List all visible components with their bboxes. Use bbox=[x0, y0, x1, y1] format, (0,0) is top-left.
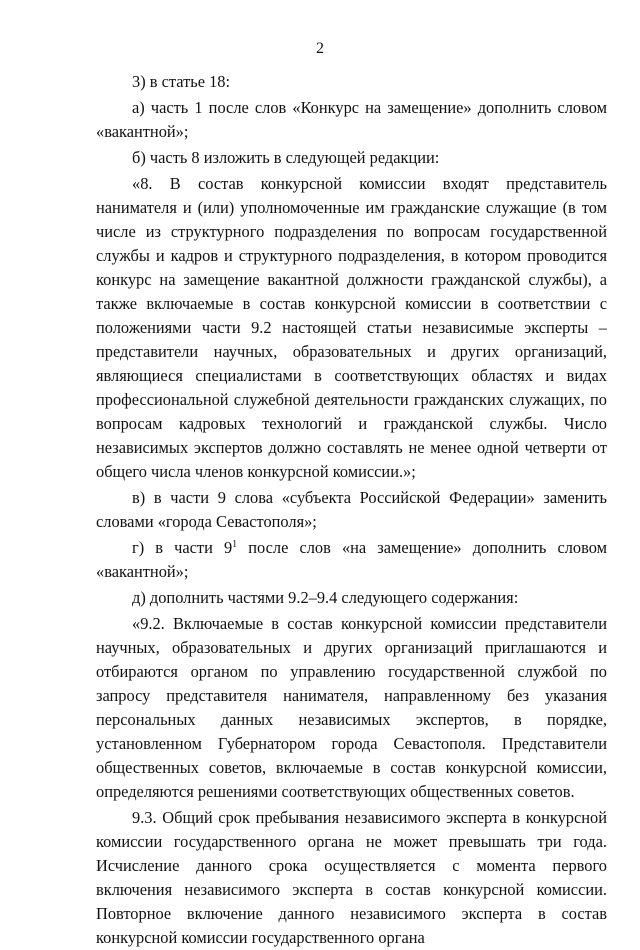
paragraph-part-8: «8. В состав конкурсной комиссии входят представитель нанимателя и (или) уполномоченные им гражданские служащие (в том числе из структурного подразделения по вопросам государственной службы и кадров и структурного подразделения, в котором проводится конкурс на замещение вакантной должности гражданской службы), а также включаемые в состав конкурсной комиссии в соответствии с положениями части 9.2 настоящей статьи независимые эксперты – представители научных, образовательных и других организаций, являющиеся специалистами в соответствующих областях и видах профессиональной служебной деятельности гражданских служащих, по вопросам кадровых технологий и гражданской службы. Число независимых экспертов должно составлять не менее одной четверти от общего числа членов конкурсной комиссии.»; bbox=[96, 174, 607, 481]
document-body bbox=[96, 70, 607, 950]
paragraph-item-a: а) часть 1 после слов «Конкурс на замещение» дополнить словом «вакантной»; bbox=[96, 98, 607, 141]
paragraph-item-g-end: после слов «на замещение» дополнить словом «вакантной»; bbox=[96, 538, 607, 581]
paragraph-item-g bbox=[96, 536, 607, 584]
paragraph-item-d: д) дополнить частями 9.2–9.4 следующего содержания: bbox=[132, 588, 519, 607]
paragraph-item-g-start: г) в части 9 bbox=[132, 538, 233, 557]
paragraph-part-9-2: «9.2. Включаемые в состав конкурсной комиссии представители научных, образовательных и других организаций приглашаются и отбираются органом по управлению государственной службой по запросу представителя нанимателя, направленному без указания персональных данных независимых экспертов, в порядке, установленном Губернатором города Севастополя. Представители общественных советов, включаемые в состав конкурсной комиссии, определяются решениями соответствующих общественных советов. bbox=[96, 614, 607, 801]
paragraph-item-3: 3) в статье 18: bbox=[132, 72, 231, 91]
paragraph-item-b: б) часть 8 изложить в следующей редакции: bbox=[132, 148, 440, 167]
paragraph-part-9-3: 9.3. Общий срок пребывания независимого эксперта в конкурсной комиссии государственного органа не может превышать три года. Исчисление данного срока осуществляется с момента первого включения независимого эксперта в состав конкурсной комиссии. Повторное включение данного независимого эксперта в состав конкурсной комиссии государственного органа bbox=[96, 808, 607, 947]
superscript-mark: 1 bbox=[232, 539, 238, 550]
paragraph-item-v: в) в части 9 слова «субъекта Российской Федерации» заменить словами «города Севастополя»; bbox=[96, 488, 607, 531]
page-number: 2 bbox=[316, 40, 324, 57]
